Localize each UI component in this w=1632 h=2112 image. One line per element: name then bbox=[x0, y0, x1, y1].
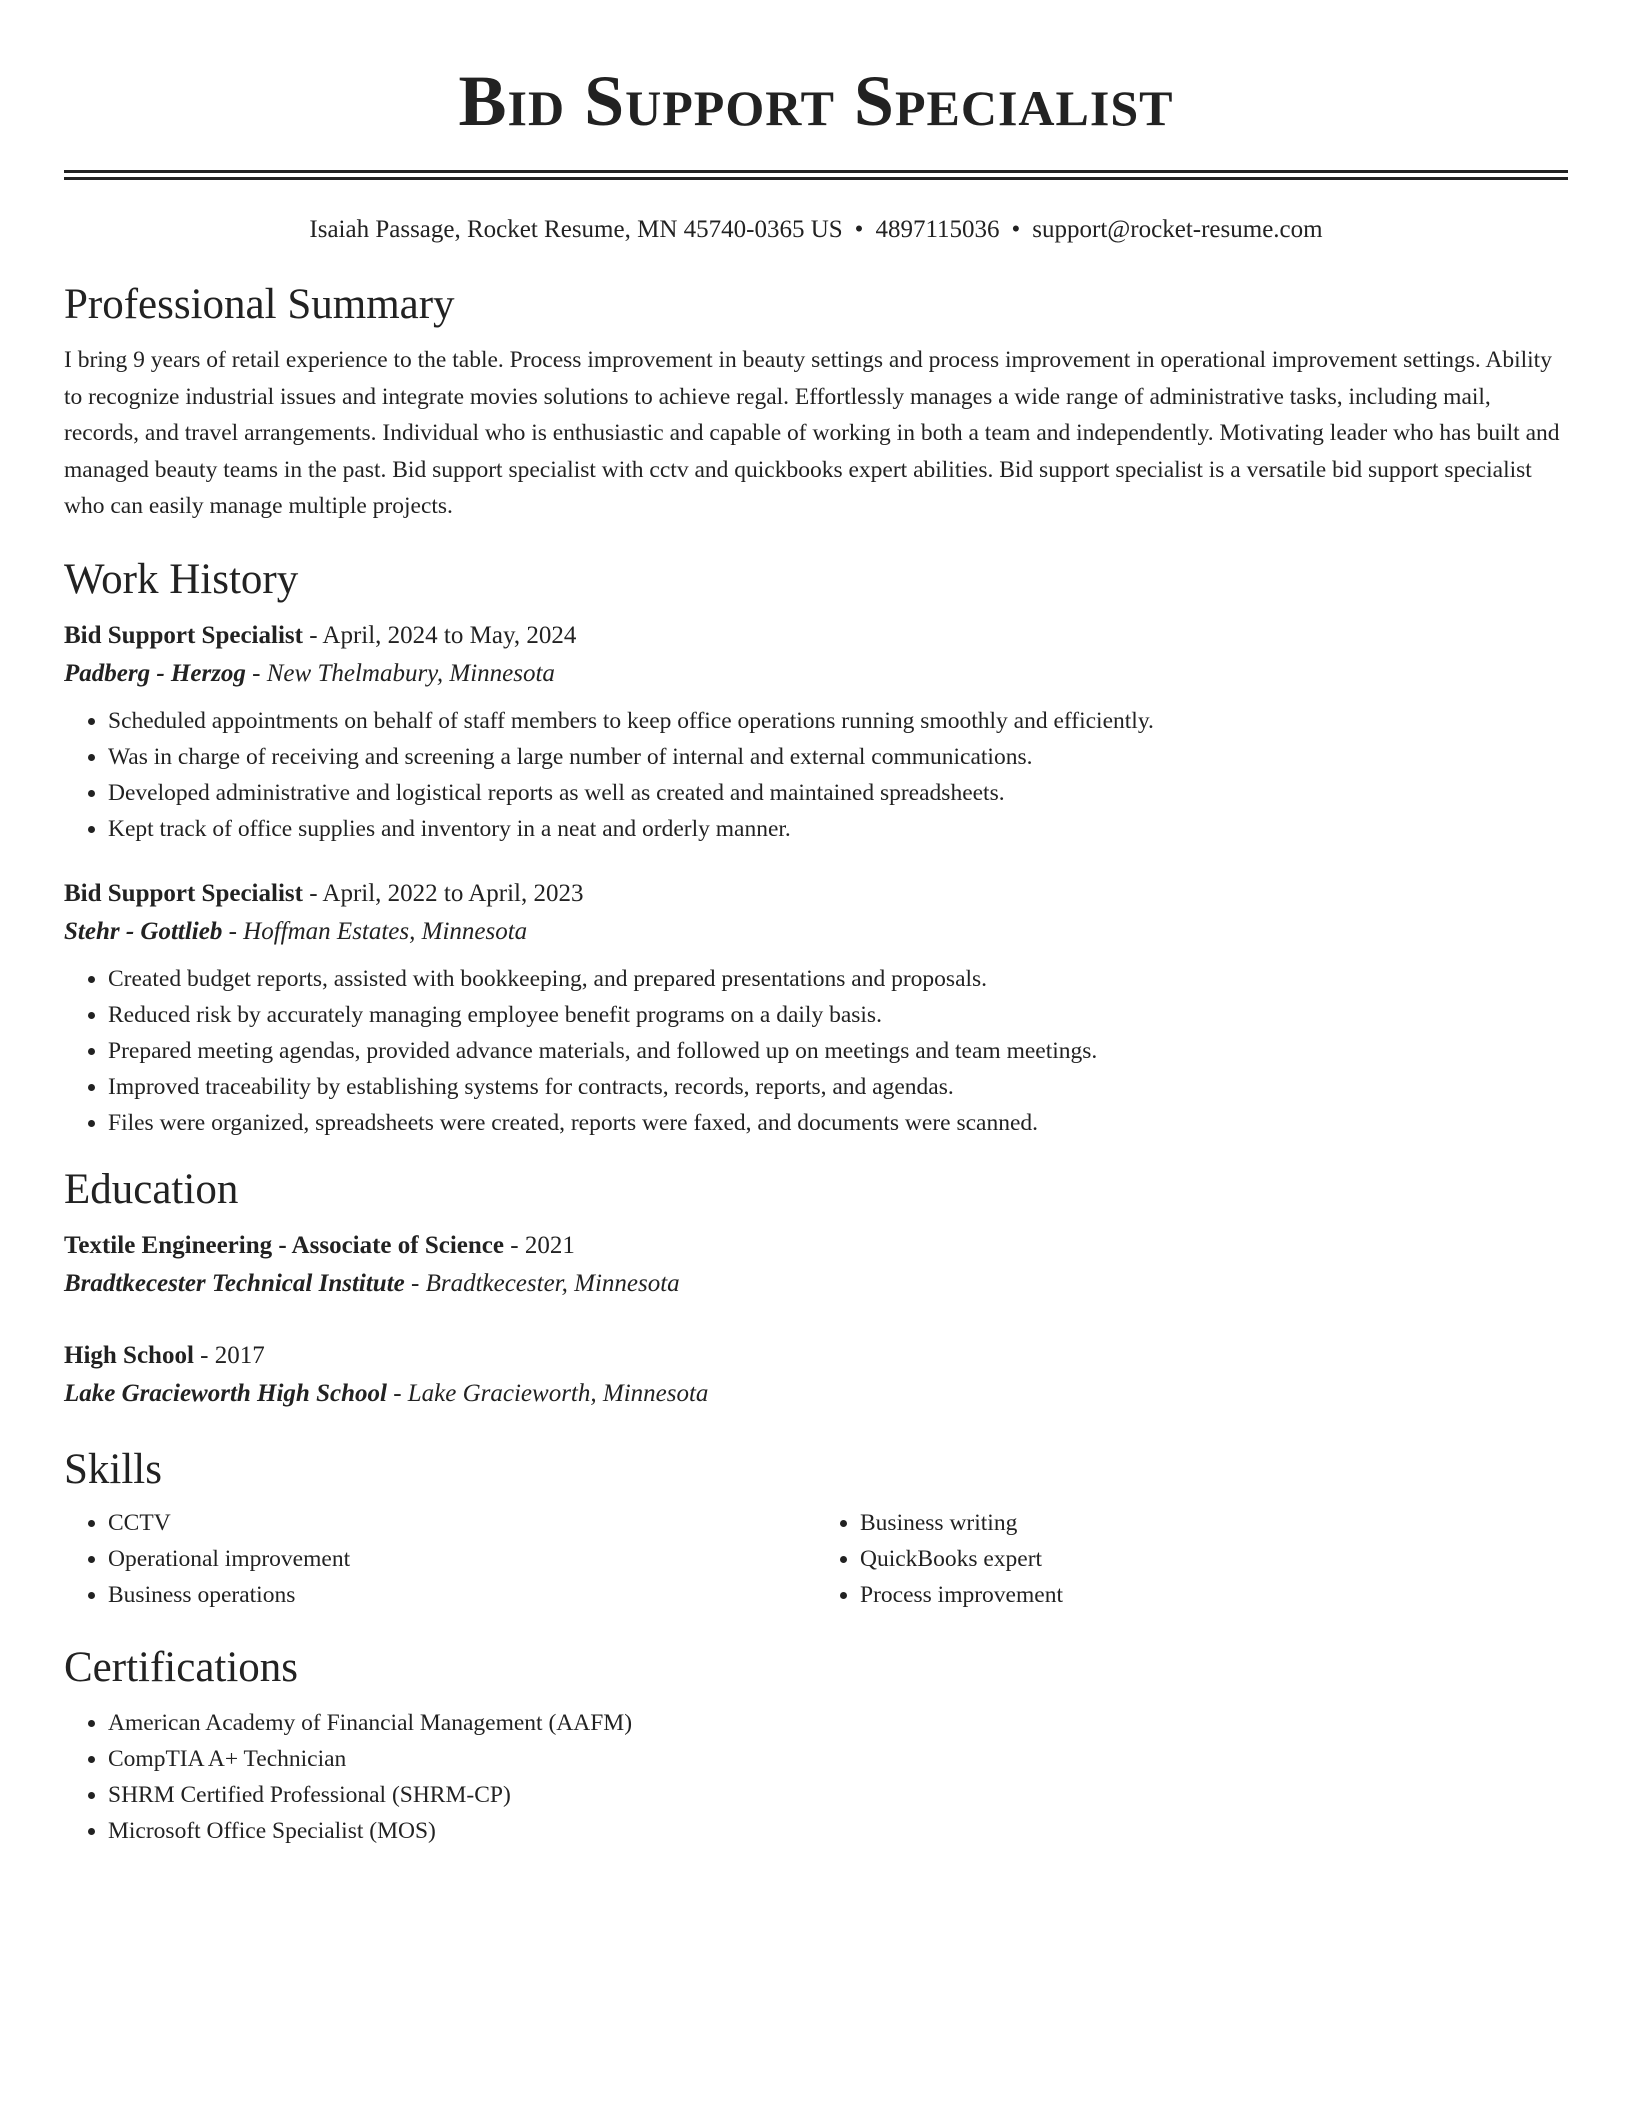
list-item: • Created budget reports, assisted with bookkeeping, and prepared presentations and proposals. bbox=[108, 961, 1568, 997]
list-item: • CCTV bbox=[108, 1505, 816, 1541]
list-item: • Microsoft Office Specialist (MOS) bbox=[108, 1813, 1568, 1849]
section-heading-skills: Skills bbox=[64, 1445, 162, 1493]
contact-address: Isaiah Passage, Rocket Resume, MN 45740-0365 US bbox=[309, 216, 843, 243]
education-year: - 2021 bbox=[504, 1231, 575, 1259]
contact-separator: • bbox=[854, 216, 864, 243]
section-heading-certifications: Certifications bbox=[64, 1643, 299, 1691]
job-company: Padberg - Herzog bbox=[64, 659, 246, 687]
education-location: - Bradtkecester, Minnesota bbox=[404, 1269, 680, 1297]
education-degree-line bbox=[64, 1227, 1568, 1265]
list-item: • Improved traceability by establishing systems for contracts, records, reports, and agendas. bbox=[108, 1069, 1568, 1105]
education-entry bbox=[64, 1337, 1568, 1413]
job-title: Bid Support Specialist bbox=[64, 621, 303, 649]
list-item: • Files were organized, spreadsheets were created, reports were faxed, and documents were scanned. bbox=[108, 1105, 1568, 1141]
list-item: • Reduced risk by accurately managing employee benefit programs on a daily basis. bbox=[108, 997, 1568, 1033]
section-heading-education: Education bbox=[64, 1165, 239, 1213]
job-location: - Hoffman Estates, Minnesota bbox=[222, 917, 528, 945]
certifications-list bbox=[64, 1705, 1568, 1849]
job-title-line bbox=[64, 617, 1568, 655]
education-school-line bbox=[64, 1375, 1568, 1413]
education-location: - Lake Gracieworth, Minnesota bbox=[386, 1379, 709, 1407]
contact-phone: 4897115036 bbox=[875, 216, 1000, 243]
skills-column-right bbox=[816, 1505, 1568, 1613]
list-item: • SHRM Certified Professional (SHRM-CP) bbox=[108, 1777, 1568, 1813]
summary-text: I bring 9 years of retail experience to the table. Process improvement in beauty settings and process improvement in operational improvement settings. Ability to recognize industrial issues and integrate movies solutions to achieve regal. Effortlessly manages a wide range of administrative tasks, including mail, records, and travel arrangements. Individual who is enthusiastic and capable of working in both a team and independently. Motivating leader who has built and managed beauty teams in the past. Bid support specialist with cctv and quickbooks expert abilities. Bid support specialist is a versatile bid support specialist who can easily manage multiple projects. bbox=[64, 347, 1560, 519]
list-item: • American Academy of Financial Management (AAFM) bbox=[108, 1705, 1568, 1741]
education-degree: High School bbox=[64, 1341, 194, 1369]
job-company-line bbox=[64, 913, 1568, 951]
job-entry bbox=[64, 875, 1568, 1141]
job-bullets bbox=[64, 961, 1568, 1141]
job-dates: - April, 2024 to May, 2024 bbox=[302, 621, 577, 649]
list-item: • QuickBooks expert bbox=[860, 1541, 1568, 1577]
list-item: • Kept track of office supplies and inventory in a neat and orderly manner. bbox=[108, 811, 1568, 847]
list-item: • CompTIA A+ Technician bbox=[108, 1741, 1568, 1777]
education-school: Bradtkecester Technical Institute bbox=[64, 1269, 405, 1297]
skills-column-left bbox=[64, 1505, 816, 1613]
job-bullets bbox=[64, 703, 1568, 847]
job-company-line bbox=[64, 655, 1568, 693]
skills-grid bbox=[64, 1505, 1568, 1613]
job-dates: - April, 2022 to April, 2023 bbox=[302, 879, 584, 907]
resume-title: Bid Support Specialist bbox=[458, 61, 1174, 141]
list-item: • Was in charge of receiving and screening a large number of internal and external communications. bbox=[108, 739, 1568, 775]
list-item: • Operational improvement bbox=[108, 1541, 816, 1577]
section-heading-summary: Professional Summary bbox=[64, 281, 455, 328]
list-item: • Scheduled appointments on behalf of staff members to keep office operations running smoothly and efficiently. bbox=[108, 703, 1568, 739]
list-item: • Business writing bbox=[860, 1505, 1568, 1541]
contact-email: support@rocket-resume.com bbox=[1032, 216, 1323, 243]
list-item: • Prepared meeting agendas, provided advance materials, and followed up on meetings and team meetings. bbox=[108, 1033, 1568, 1069]
section-heading-work-history: Work History bbox=[64, 555, 299, 603]
education-school-line bbox=[64, 1265, 1568, 1303]
job-entry bbox=[64, 617, 1568, 847]
list-item: • Developed administrative and logistical reports as well as created and maintained spreadsheets. bbox=[108, 775, 1568, 811]
education-school: Lake Gracieworth High School bbox=[64, 1379, 387, 1407]
contact-line bbox=[64, 212, 1568, 248]
education-degree: Textile Engineering - Associate of Science bbox=[64, 1231, 504, 1259]
title-divider bbox=[64, 170, 1568, 180]
list-item: • Business operations bbox=[108, 1577, 816, 1613]
contact-separator: • bbox=[1011, 216, 1021, 243]
job-company: Stehr - Gottlieb bbox=[64, 917, 223, 945]
job-location: - New Thelmabury, Minnesota bbox=[245, 659, 555, 687]
education-degree-line bbox=[64, 1337, 1568, 1375]
education-year: - 2017 bbox=[193, 1341, 265, 1369]
job-title: Bid Support Specialist bbox=[64, 879, 303, 907]
education-entry bbox=[64, 1227, 1568, 1303]
job-title-line bbox=[64, 875, 1568, 913]
list-item: • Process improvement bbox=[860, 1577, 1568, 1613]
